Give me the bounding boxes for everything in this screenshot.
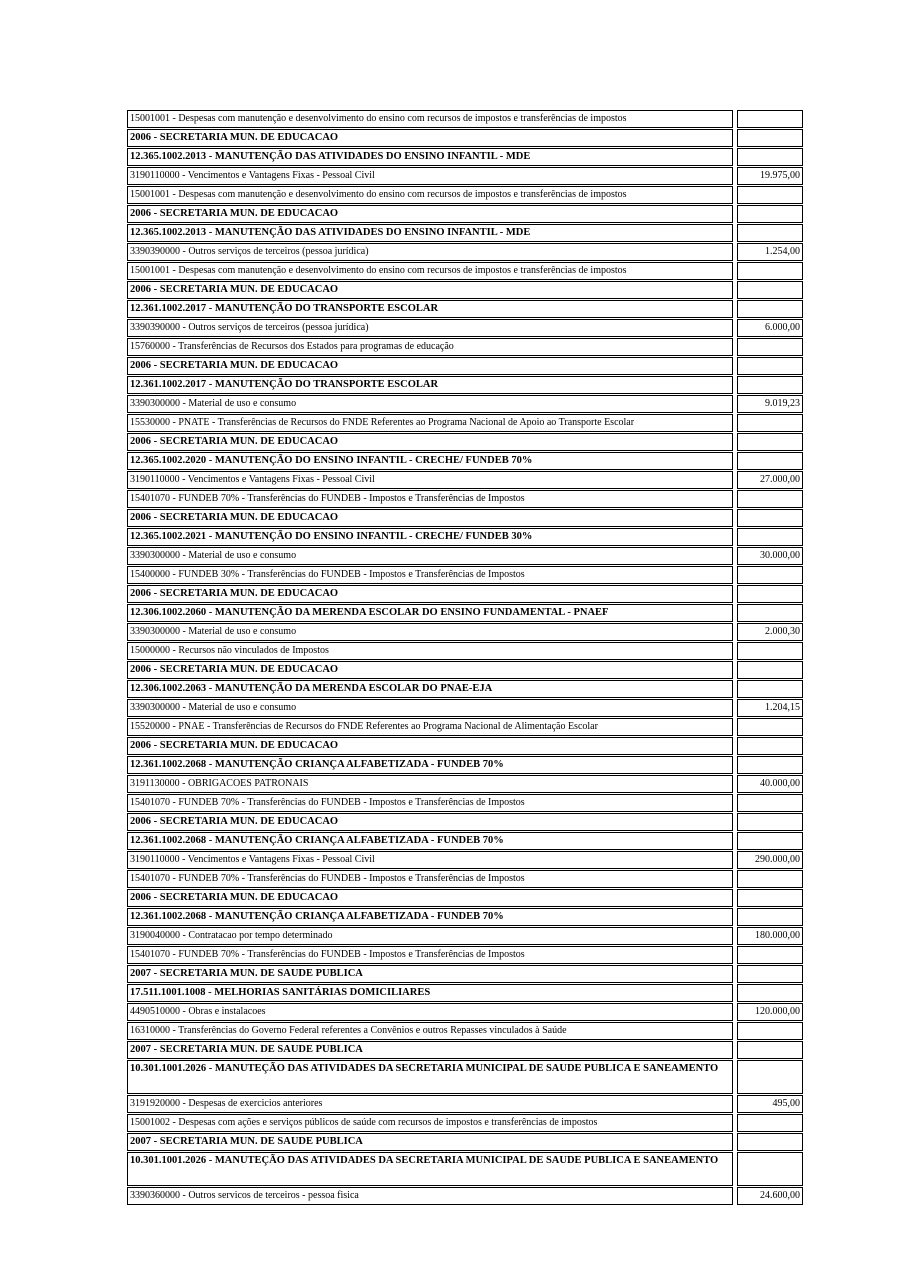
row-amount — [737, 186, 803, 204]
row-amount — [737, 110, 803, 128]
row-amount — [737, 281, 803, 299]
section-header-row — [127, 281, 803, 299]
row-description: 15401070 - FUNDEB 70% - Transferências do FUNDEB - Impostos e Transferências de Impostos — [127, 490, 733, 508]
section-header-row — [127, 528, 803, 546]
row-amount — [737, 585, 803, 603]
row-amount — [737, 205, 803, 223]
budget-table-body — [127, 110, 803, 1205]
section-header-row — [127, 1060, 803, 1094]
row-description: 3390300000 - Material de uso e consumo — [127, 699, 733, 717]
row-amount — [737, 965, 803, 983]
row-description: 2006 - SECRETARIA MUN. DE EDUCACAO — [127, 585, 733, 603]
section-header-row — [127, 376, 803, 394]
row-amount: 1.254,00 — [737, 243, 803, 261]
line-item-row — [127, 794, 803, 812]
line-item-row — [127, 851, 803, 869]
section-header-row — [127, 585, 803, 603]
row-amount — [737, 224, 803, 242]
row-amount: 6.000,00 — [737, 319, 803, 337]
row-amount — [737, 1114, 803, 1132]
row-amount: 40.000,00 — [737, 775, 803, 793]
row-description: 15001002 - Despesas com ações e serviços públicos de saúde com recursos de impostos e transferências de impostos — [127, 1114, 733, 1132]
section-header-row — [127, 737, 803, 755]
section-header-row — [127, 604, 803, 622]
row-description: 3390390000 - Outros serviços de terceiros (pessoa jurídica) — [127, 319, 733, 337]
row-amount: 30.000,00 — [737, 547, 803, 565]
row-description: 15530000 - PNATE - Transferências de Recursos do FNDE Referentes ao Programa Nacional de Apoio ao Transporte Escolar — [127, 414, 733, 432]
row-amount — [737, 1152, 803, 1186]
row-description: 17.511.1001.1008 - MELHORIAS SANITÁRIAS DOMICILIARES — [127, 984, 733, 1002]
row-description: 2006 - SECRETARIA MUN. DE EDUCACAO — [127, 205, 733, 223]
row-description: 2007 - SECRETARIA MUN. DE SAUDE PUBLICA — [127, 1041, 733, 1059]
line-item-row — [127, 395, 803, 413]
line-item-row — [127, 1022, 803, 1040]
row-amount — [737, 661, 803, 679]
section-header-row — [127, 1041, 803, 1059]
line-item-row — [127, 775, 803, 793]
row-amount — [737, 1133, 803, 1151]
row-description: 12.306.1002.2060 - MANUTENÇÃO DA MERENDA ESCOLAR DO ENSINO FUNDAMENTAL - PNAEF — [127, 604, 733, 622]
row-description: 15760000 - Transferências de Recursos dos Estados para programas de educação — [127, 338, 733, 356]
row-description: 15001001 - Despesas com manutenção e desenvolvimento do ensino com recursos de impostos e transferências de impostos — [127, 186, 733, 204]
row-amount — [737, 452, 803, 470]
line-item-row — [127, 414, 803, 432]
row-description: 2006 - SECRETARIA MUN. DE EDUCACAO — [127, 281, 733, 299]
budget-table — [127, 109, 803, 1206]
row-description: 15401070 - FUNDEB 70% - Transferências do FUNDEB - Impostos e Transferências de Impostos — [127, 794, 733, 812]
row-description: 3190110000 - Vencimentos e Vantagens Fixas - Pessoal Civil — [127, 851, 733, 869]
section-header-row — [127, 1152, 803, 1186]
row-description: 3390300000 - Material de uso e consumo — [127, 547, 733, 565]
section-header-row — [127, 813, 803, 831]
row-amount — [737, 490, 803, 508]
section-header-row — [127, 908, 803, 926]
row-amount — [737, 300, 803, 318]
row-description: 12.361.1002.2068 - MANUTENÇÃO CRIANÇA ALFABETIZADA - FUNDEB 70% — [127, 832, 733, 850]
line-item-row — [127, 338, 803, 356]
section-header-row — [127, 452, 803, 470]
row-amount — [737, 756, 803, 774]
row-amount — [737, 509, 803, 527]
line-item-row — [127, 718, 803, 736]
row-amount: 19.975,00 — [737, 167, 803, 185]
section-header-row — [127, 205, 803, 223]
row-description: 12.306.1002.2063 - MANUTENÇÃO DA MERENDA ESCOLAR DO PNAE-EJA — [127, 680, 733, 698]
line-item-row — [127, 642, 803, 660]
row-description: 2006 - SECRETARIA MUN. DE EDUCACAO — [127, 509, 733, 527]
row-amount — [737, 414, 803, 432]
line-item-row — [127, 547, 803, 565]
row-amount: 2.000,30 — [737, 623, 803, 641]
line-item-row — [127, 1187, 803, 1205]
row-description: 12.365.1002.2013 - MANUTENÇÃO DAS ATIVIDADES DO ENSINO INFANTIL - MDE — [127, 148, 733, 166]
line-item-row — [127, 1114, 803, 1132]
row-description: 12.361.1002.2017 - MANUTENÇÃO DO TRANSPORTE ESCOLAR — [127, 300, 733, 318]
row-amount: 495,00 — [737, 1095, 803, 1113]
row-amount — [737, 908, 803, 926]
row-amount — [737, 1022, 803, 1040]
line-item-row — [127, 566, 803, 584]
row-description: 12.361.1002.2068 - MANUTENÇÃO CRIANÇA ALFABETIZADA - FUNDEB 70% — [127, 756, 733, 774]
row-description: 15401070 - FUNDEB 70% - Transferências do FUNDEB - Impostos e Transferências de Impostos — [127, 870, 733, 888]
row-amount: 180.000,00 — [737, 927, 803, 945]
section-header-row — [127, 680, 803, 698]
line-item-row — [127, 1003, 803, 1021]
row-amount — [737, 357, 803, 375]
row-description: 3390390000 - Outros serviços de terceiros (pessoa jurídica) — [127, 243, 733, 261]
row-description: 16310000 - Transferências do Governo Federal referentes a Convênios e outros Repasses vinculados à Saúde — [127, 1022, 733, 1040]
row-amount — [737, 528, 803, 546]
row-description: 15400000 - FUNDEB 30% - Transferências do FUNDEB - Impostos e Transferências de Impostos — [127, 566, 733, 584]
row-description: 2006 - SECRETARIA MUN. DE EDUCACAO — [127, 129, 733, 147]
row-description: 12.361.1002.2017 - MANUTENÇÃO DO TRANSPORTE ESCOLAR — [127, 376, 733, 394]
row-amount — [737, 946, 803, 964]
row-amount — [737, 832, 803, 850]
row-description: 10.301.1001.2026 - MANUTEÇÃO DAS ATIVIDADES DA SECRETARIA MUNICIPAL DE SAUDE PUBLICA E SANEAMENTO — [127, 1060, 733, 1094]
row-description: 3190110000 - Vencimentos e Vantagens Fixas - Pessoal Civil — [127, 471, 733, 489]
row-amount — [737, 718, 803, 736]
row-description: 3390360000 - Outros servicos de terceiros - pessoa fisica — [127, 1187, 733, 1205]
row-description: 3190110000 - Vencimentos e Vantagens Fixas - Pessoal Civil — [127, 167, 733, 185]
row-description: 2007 - SECRETARIA MUN. DE SAUDE PUBLICA — [127, 965, 733, 983]
row-amount — [737, 148, 803, 166]
row-description: 12.365.1002.2020 - MANUTENÇÃO DO ENSINO INFANTIL - CRECHE/ FUNDEB 70% — [127, 452, 733, 470]
section-header-row — [127, 965, 803, 983]
section-header-row — [127, 756, 803, 774]
row-amount — [737, 813, 803, 831]
row-amount — [737, 737, 803, 755]
row-description: 3390300000 - Material de uso e consumo — [127, 623, 733, 641]
row-description: 15001001 - Despesas com manutenção e desenvolvimento do ensino com recursos de impostos e transferências de impostos — [127, 262, 733, 280]
row-amount: 120.000,00 — [737, 1003, 803, 1021]
section-header-row — [127, 509, 803, 527]
row-description: 4490510000 - Obras e instalacoes — [127, 1003, 733, 1021]
row-amount — [737, 1041, 803, 1059]
row-description: 3191130000 - OBRIGACOES PATRONAIS — [127, 775, 733, 793]
section-header-row — [127, 433, 803, 451]
row-description: 15520000 - PNAE - Transferências de Recursos do FNDE Referentes ao Programa Nacional de Alimentação Escolar — [127, 718, 733, 736]
row-amount — [737, 870, 803, 888]
section-header-row — [127, 224, 803, 242]
row-amount — [737, 889, 803, 907]
line-item-row — [127, 870, 803, 888]
row-amount: 24.600,00 — [737, 1187, 803, 1205]
row-description: 2006 - SECRETARIA MUN. DE EDUCACAO — [127, 357, 733, 375]
line-item-row — [127, 186, 803, 204]
row-amount — [737, 642, 803, 660]
row-description: 2006 - SECRETARIA MUN. DE EDUCACAO — [127, 813, 733, 831]
row-description: 3190040000 - Contratacao por tempo determinado — [127, 927, 733, 945]
line-item-row — [127, 319, 803, 337]
line-item-row — [127, 262, 803, 280]
section-header-row — [127, 357, 803, 375]
row-amount: 9.019,23 — [737, 395, 803, 413]
row-description: 3191920000 - Despesas de exercicios anteriores — [127, 1095, 733, 1113]
row-description: 15000000 - Recursos não vinculados de Impostos — [127, 642, 733, 660]
line-item-row — [127, 490, 803, 508]
line-item-row — [127, 243, 803, 261]
section-header-row — [127, 984, 803, 1002]
row-amount — [737, 984, 803, 1002]
section-header-row — [127, 889, 803, 907]
line-item-row — [127, 1095, 803, 1113]
section-header-row — [127, 129, 803, 147]
row-description: 15001001 - Despesas com manutenção e desenvolvimento do ensino com recursos de impostos e transferências de impostos — [127, 110, 733, 128]
row-amount: 290.000,00 — [737, 851, 803, 869]
row-description: 12.365.1002.2013 - MANUTENÇÃO DAS ATIVIDADES DO ENSINO INFANTIL - MDE — [127, 224, 733, 242]
row-amount — [737, 262, 803, 280]
row-description: 2006 - SECRETARIA MUN. DE EDUCACAO — [127, 737, 733, 755]
line-item-row — [127, 110, 803, 128]
row-description: 2006 - SECRETARIA MUN. DE EDUCACAO — [127, 661, 733, 679]
line-item-row — [127, 699, 803, 717]
row-description: 2007 - SECRETARIA MUN. DE SAUDE PUBLICA — [127, 1133, 733, 1151]
section-header-row — [127, 300, 803, 318]
row-amount — [737, 680, 803, 698]
row-amount — [737, 433, 803, 451]
row-amount — [737, 604, 803, 622]
row-description: 10.301.1001.2026 - MANUTEÇÃO DAS ATIVIDADES DA SECRETARIA MUNICIPAL DE SAUDE PUBLICA E SANEAMENTO — [127, 1152, 733, 1186]
section-header-row — [127, 661, 803, 679]
line-item-row — [127, 167, 803, 185]
line-item-row — [127, 927, 803, 945]
row-amount: 27.000,00 — [737, 471, 803, 489]
row-description: 12.365.1002.2021 - MANUTENÇÃO DO ENSINO INFANTIL - CRECHE/ FUNDEB 30% — [127, 528, 733, 546]
row-amount — [737, 376, 803, 394]
row-amount — [737, 566, 803, 584]
row-amount: 1.204,15 — [737, 699, 803, 717]
section-header-row — [127, 1133, 803, 1151]
line-item-row — [127, 471, 803, 489]
row-description: 15401070 - FUNDEB 70% - Transferências do FUNDEB - Impostos e Transferências de Impostos — [127, 946, 733, 964]
row-description: 3390300000 - Material de uso e consumo — [127, 395, 733, 413]
row-amount — [737, 129, 803, 147]
row-description: 2006 - SECRETARIA MUN. DE EDUCACAO — [127, 889, 733, 907]
section-header-row — [127, 148, 803, 166]
row-description: 12.361.1002.2068 - MANUTENÇÃO CRIANÇA ALFABETIZADA - FUNDEB 70% — [127, 908, 733, 926]
section-header-row — [127, 832, 803, 850]
row-description: 2006 - SECRETARIA MUN. DE EDUCACAO — [127, 433, 733, 451]
row-amount — [737, 794, 803, 812]
row-amount — [737, 338, 803, 356]
line-item-row — [127, 946, 803, 964]
line-item-row — [127, 623, 803, 641]
row-amount — [737, 1060, 803, 1094]
